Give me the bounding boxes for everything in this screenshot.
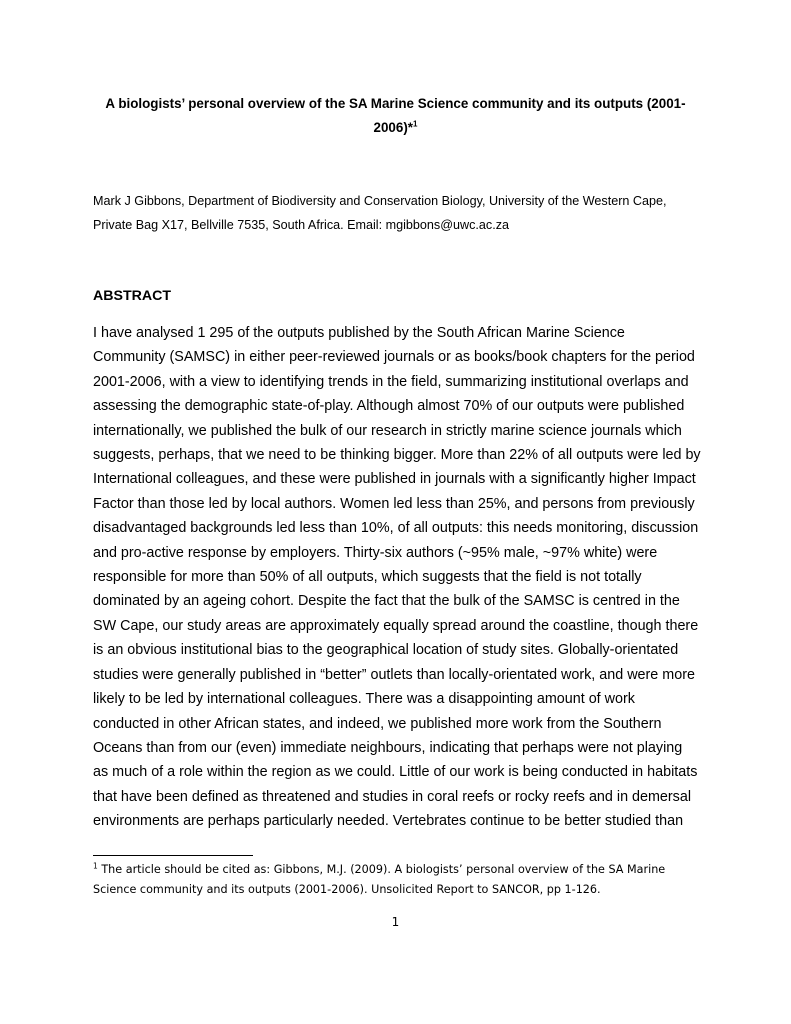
- abstract-heading: ABSTRACT: [93, 288, 172, 304]
- paper-title-text: A biologists’ personal overview of the SA Marine Science community and its outputs (2001-2006)*: [105, 96, 686, 135]
- abstract-body: I have analysed 1 295 of the outputs published by the South African Marine Science Community (SAMSC) in either peer-reviewed journals or as books/book chapters for the period 2001-2006, with a view to identifying trends in the field, summarizing institutional overlaps and assessing the demographic state-of-play. Although almost 70% of our outputs were published internationally, we published the bulk of our research in strictly marine science journals which suggests, perhaps, that we need to be thinking bigger. More than 22% of all outputs were led by International colleagues, and these were published in journals with a significantly higher Impact Factor than those led by local authors. Women led less than 25%, and persons from previously disadvantaged backgrounds led less than 10%, of all outputs: this needs monitoring, discussion and pro-active response by employers. Thirty-six authors (~95% male, ~97% white) were responsible for more than 50% of all outputs, which suggests that the field is not totally dominated by an ageing cohort. Despite the fact that the bulk of the SAMSC is centred in the SW Cape, our study areas are approximately equally spread around the coastline, though there is an obvious institutional bias to the geographical location of study sites. Globally-orientated studies were generally published in “better” outlets than locally-orientated work, and were more likely to be led by international colleagues. There was a disappointing amount of work conducted in other African states, and indeed, we published more work from the Southern Oceans than from our (even) immediate neighbours, indicating that perhaps were not playing as much of a role within the region as we could. Little of our work is being conducted in habitats that have been defined as threatened and studies in coral reefs or rocky reefs and in demersal environments are perhaps particularly needed. Vertebrates continue to be better studied than: [93, 325, 701, 830]
- author-affiliation: Mark J Gibbons, Department of Biodiversity and Conservation Biology, University of the Western Cape, Private Bag X17, Bellville 7535, South Africa. Email: mgibbons@uwc.ac.za: [93, 194, 667, 232]
- footnote: [93, 860, 703, 900]
- page-number: 1: [391, 915, 400, 929]
- title-footnote-marker: 1: [413, 119, 418, 129]
- footnote-divider: [93, 855, 253, 856]
- footnote-marker: 1: [93, 861, 98, 871]
- paper-title: [93, 92, 698, 140]
- footnote-text: The article should be cited as: Gibbons, M.J. (2009). A biologists’ personal overview of the SA Marine Science community and its outputs (2001-2006). Unsolicited Report to SANCOR, pp 1-126.: [93, 863, 666, 896]
